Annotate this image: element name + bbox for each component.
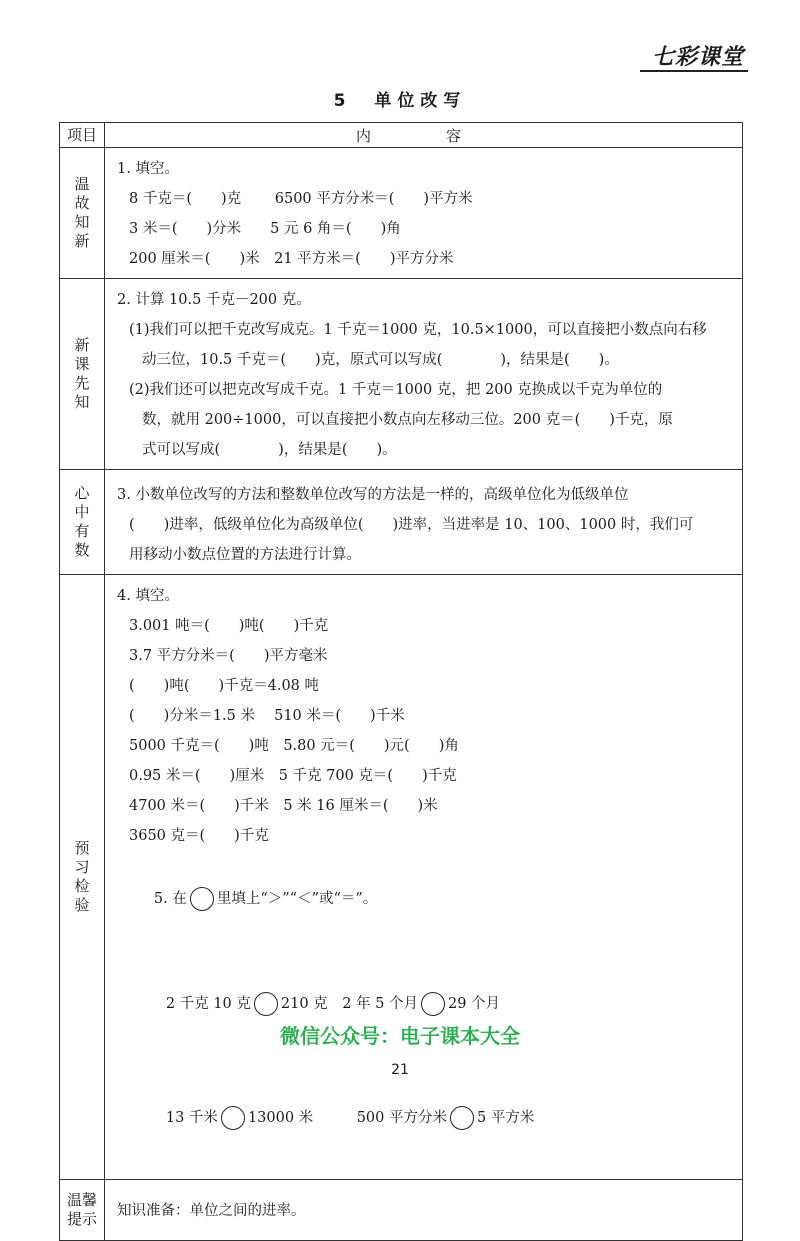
question-line: 4. 填空。 <box>117 588 179 604</box>
question-line: 8 千克＝( )克 6500 平方分米＝( )平方米 <box>129 191 473 207</box>
question-line: 动三位，10.5 千克＝( )克，原式可以写成( )，结果是( )。 <box>142 352 619 368</box>
compare-right: 13000 米 <box>247 1110 314 1126</box>
section-label-text: 预习检验 <box>74 839 90 914</box>
logo-underline <box>640 70 748 72</box>
compare-left: 13 千米 <box>165 1110 218 1126</box>
section-label <box>60 575 105 1180</box>
compare-row <box>117 1061 742 1175</box>
question-line: (1)我们可以把千克改写成克。1 千克＝1000 克，10.5×1000，可以直接把小数点向右移 <box>129 322 707 338</box>
watermark: 微信公众号：电子课本大全 <box>280 1024 520 1048</box>
question-line: ( )吨( )千克＝4.08 吨 <box>129 678 320 694</box>
question-line: 用移动小数点位置的方法进行计算。 <box>129 547 361 563</box>
compare-left: 2 年 5 个月 <box>342 996 418 1012</box>
question-line: (2)我们还可以把克改写成千克。1 千克＝1000 克，把 200 克换成以千克为单位的 <box>129 382 663 398</box>
q5-suffix: 里填上“＞”“＜”或“＝”。 <box>216 891 378 907</box>
question-line: ( )分米＝1.5 米 510 米＝( )千米 <box>129 708 405 724</box>
question-line: 0.95 米＝( )厘米 5 千克 700 克＝( )千克 <box>129 768 457 784</box>
section-label-text: 新课先知 <box>74 336 90 411</box>
header-content: 内 容 <box>105 123 743 148</box>
tip-line: 知识准备：单位之间的进率。 <box>117 1203 306 1219</box>
section-label-text: 心中有数 <box>74 484 90 559</box>
section-label <box>60 1180 105 1241</box>
question-line: 200 厘米＝( )米 21 平方米＝( )平方分米 <box>129 251 454 267</box>
question-line: 5000 千克＝( )吨 5.80 元＝( )元( )角 <box>129 738 459 754</box>
section-label <box>60 279 105 470</box>
page-title: 5 单位改写 <box>333 91 467 111</box>
logo-text: 七彩课堂 <box>652 45 745 70</box>
question-line: 4700 米＝( )千米 5 米 16 厘米＝( )米 <box>129 798 438 814</box>
header-item: 项目 <box>60 123 105 148</box>
compare-circle[interactable] <box>421 992 445 1016</box>
table-header-row <box>60 123 743 148</box>
section-key-points <box>60 470 743 575</box>
question-line: 2. 计算 10.5 千克－200 克。 <box>117 292 311 308</box>
compare-right: 29 个月 <box>447 996 501 1012</box>
question-line: 3650 克＝( )千克 <box>129 828 269 844</box>
section-content <box>105 1180 743 1241</box>
circle-blank-icon <box>190 887 214 911</box>
compare-circle[interactable] <box>254 992 278 1016</box>
section-content <box>105 470 743 575</box>
compare-right: 5 平方米 <box>476 1110 535 1126</box>
page-number: 21 <box>391 1062 409 1078</box>
brand-logo <box>640 40 750 72</box>
section-check <box>60 575 743 1180</box>
section-content <box>105 148 743 279</box>
question-line: 3.7 平方分米＝( )平方毫米 <box>129 648 328 664</box>
compare-left: 500 平方分米 <box>356 1110 447 1126</box>
compare-right: 210 克 <box>280 996 328 1012</box>
compare-left: 2 千克 10 克 <box>165 996 251 1012</box>
question-line: 3. 小数单位改写的方法和整数单位改写的方法是一样的，高级单位化为低级单位 <box>117 487 629 503</box>
question-5-prompt <box>117 851 742 947</box>
section-content <box>105 279 743 470</box>
section-review <box>60 148 743 279</box>
section-label <box>60 470 105 575</box>
question-line: 3.001 吨＝( )吨( )千克 <box>129 618 329 634</box>
section-content <box>105 575 743 1180</box>
section-label-text: 温馨提示 <box>66 1191 97 1228</box>
q5-prefix: 5. 在 <box>153 891 187 907</box>
section-preview <box>60 279 743 470</box>
compare-circle[interactable] <box>450 1106 474 1130</box>
question-line: 数，就用 200÷1000，可以直接把小数点向左移动三位。200 克＝( )千克，原 <box>142 412 673 428</box>
question-line: 1. 填空。 <box>117 161 179 177</box>
compare-circle[interactable] <box>221 1106 245 1130</box>
section-tips <box>60 1180 743 1241</box>
section-label-text: 温故知新 <box>74 175 90 250</box>
question-line: 3 米＝( )分米 5 元 6 角＝( )角 <box>129 221 401 237</box>
question-line: ( )进率，低级单位化为高级单位( )进率，当进率是 10、100、1000 时，我们可 <box>129 517 694 533</box>
section-label <box>60 148 105 279</box>
question-line: 式可以写成( )，结果是( )。 <box>142 442 397 458</box>
